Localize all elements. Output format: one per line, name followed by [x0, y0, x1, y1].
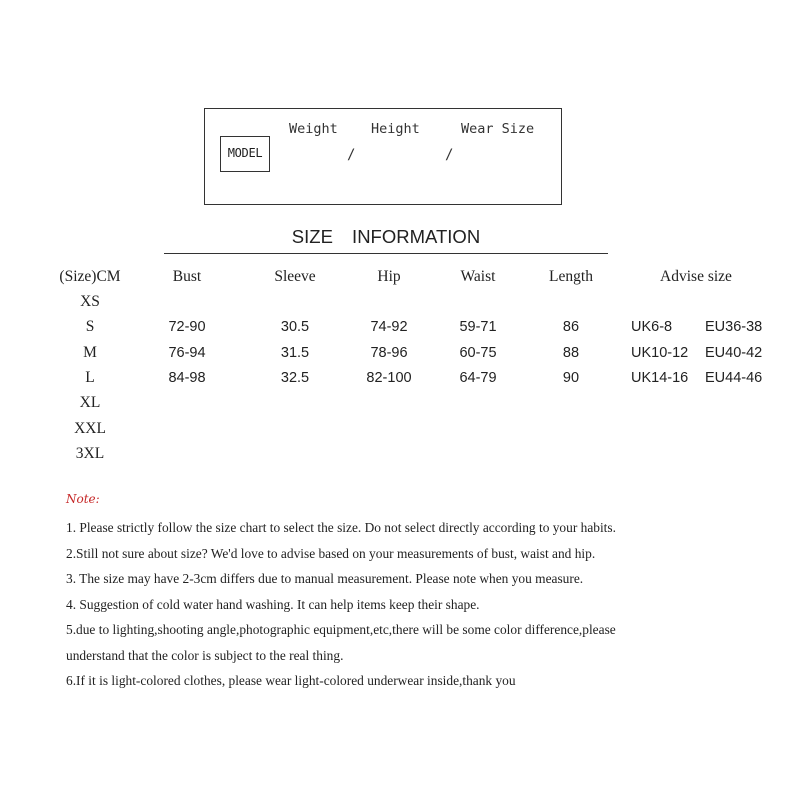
model-tag: MODEL	[220, 136, 270, 172]
note-line: 2.Still not sure about size? We'd love to advise based on your measurements of bust, waist and hip.	[66, 545, 596, 561]
cell-advise-uk: UK6-8	[631, 319, 673, 336]
column-header-waist: Waist	[460, 268, 496, 285]
cell-sleeve: 32.5	[280, 369, 310, 386]
model-weight-header: Weight	[289, 121, 338, 137]
cell-length: 88	[562, 344, 580, 361]
column-header-bust: Bust	[172, 268, 202, 285]
column-header-hip: Hip	[377, 268, 401, 285]
cell-hip: 82-100	[366, 369, 412, 386]
title-underline	[164, 253, 608, 254]
cell-size: XL	[79, 394, 101, 412]
cell-sleeve: 30.5	[280, 319, 310, 336]
note-line: 4. Suggestion of cold water hand washing. It can help items keep their shape.	[66, 596, 480, 612]
size-information-title: SIZE INFORMATION	[291, 226, 481, 247]
cell-length: 90	[562, 369, 580, 386]
note-line: 6.If it is light-colored clothes, please wear light-colored underwear inside,thank you	[66, 673, 516, 688]
column-header-advise: Advise size	[660, 268, 732, 285]
note-line: 3. The size may have 2-3cm differs due to manual measurement. Please note when you measure.	[66, 571, 584, 586]
cell-advise-uk: UK10-12	[631, 344, 689, 361]
cell-advise-eu: EU44-46	[705, 369, 763, 386]
cell-bust: 84-98	[168, 369, 206, 386]
model-height-value: /	[445, 147, 454, 163]
model-info-box	[204, 108, 562, 205]
cell-advise-uk: UK14-16	[631, 369, 689, 386]
model-wear-size-header: Wear Size	[461, 121, 535, 137]
column-header-sleeve: Sleeve	[274, 268, 316, 285]
note-label: Note:	[66, 492, 100, 506]
column-header-size: (Size)CM	[59, 268, 121, 285]
column-header-length: Length	[549, 268, 593, 285]
model-height-header: Height	[371, 121, 420, 137]
cell-length: 86	[562, 319, 580, 336]
note-line: 1. Please strictly follow the size chart to select the size. Do not select directly according to your habits.	[66, 520, 616, 535]
cell-size: XS	[80, 293, 100, 310]
cell-size: M	[83, 343, 97, 361]
cell-advise-eu: EU36-38	[705, 319, 763, 336]
cell-bust: 76-94	[168, 344, 206, 361]
cell-size: L	[85, 368, 95, 386]
note-line: 5.due to lighting,shooting angle,photographic equipment,etc,there will be some color difference,please	[66, 622, 616, 637]
cell-bust: 72-90	[168, 319, 206, 336]
cell-waist: 64-79	[459, 369, 497, 386]
cell-hip: 74-92	[370, 319, 408, 336]
cell-waist: 59-71	[459, 319, 497, 336]
cell-size: 3XL	[75, 444, 105, 462]
cell-size: S	[85, 318, 95, 336]
cell-size: XXL	[74, 419, 106, 437]
cell-waist: 60-75	[459, 344, 497, 361]
cell-hip: 78-96	[370, 344, 408, 361]
cell-advise-eu: EU40-42	[705, 344, 763, 361]
cell-sleeve: 31.5	[280, 344, 310, 361]
model-weight-value: /	[347, 147, 356, 163]
note-line: understand that the color is subject to the real thing.	[66, 647, 344, 663]
